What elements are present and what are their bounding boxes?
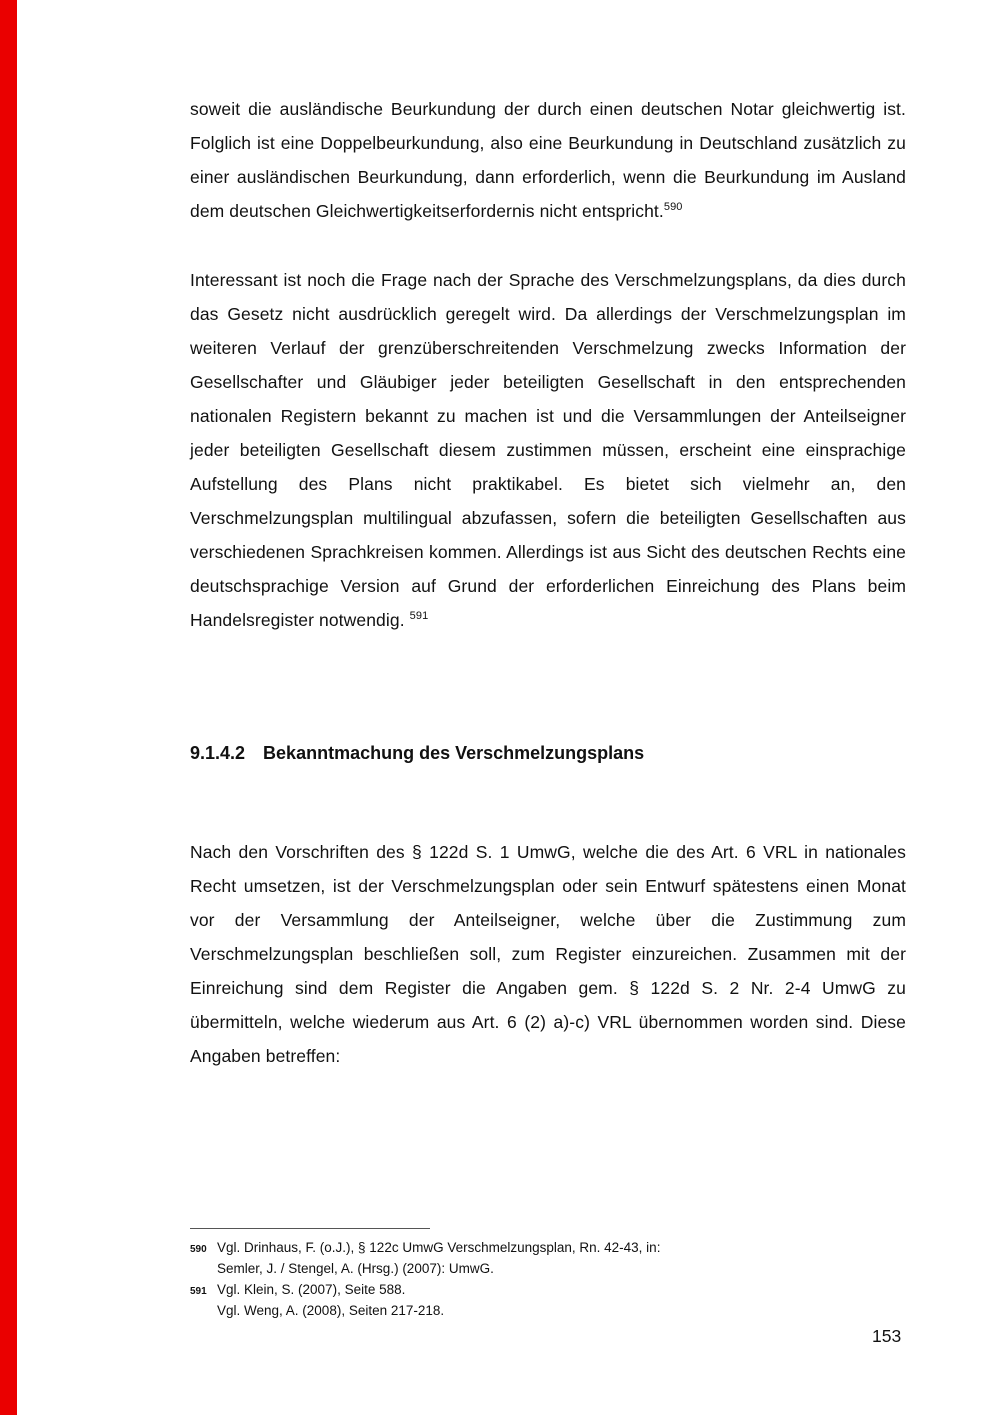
paragraph-beurkundung <box>190 92 906 228</box>
paragraph-sprache <box>190 263 906 637</box>
footnote-line: Vgl. Klein, S. (2007), Seite 588. <box>217 1282 406 1297</box>
section-title: Bekanntmachung des Verschmelzungsplans <box>263 743 645 763</box>
footnote-line: Vgl. Weng, A. (2008), Seiten 217-218. <box>217 1303 445 1318</box>
section-heading <box>190 741 906 765</box>
paragraph-text: soweit die ausländische Beurkundung der durch einen deutschen Notar gleichwertig ist. Folglich ist eine Doppelbeurkundung, also eine Beurkundung in Deutschland zusätzlich zu einer ausländischen Beurkundung, dann erforderlich, wenn die Beurkundung im Ausland dem deutschen Gleichwertigkeitserfordernis nicht entspricht. <box>190 99 906 221</box>
footnote-ref-591: 591 <box>409 610 429 623</box>
footnote-number: 590 <box>190 1244 207 1255</box>
footnote-number: 591 <box>190 1286 207 1297</box>
footnote-590 <box>190 1237 906 1279</box>
footnote-ref-590: 590 <box>663 201 683 214</box>
footnote-line: Semler, J. / Stengel, A. (Hrsg.) (2007): UmwG. <box>217 1261 494 1276</box>
footnote-line: Vgl. Drinhaus, F. (o.J.), § 122c UmwG Verschmelzungsplan, Rn. 42-43, in: <box>217 1240 661 1255</box>
page-number: 153 <box>872 1326 902 1346</box>
paragraph-vorschriften <box>190 835 906 1073</box>
paragraph-text: Nach den Vorschriften des § 122d S. 1 UmwG, welche die des Art. 6 VRL in nationales Recht umsetzen, ist der Verschmelzungsplan oder sein Entwurf spätestens einen Monat vor der Versammlung der Anteilseigner, welche über die Zustimmung zum Verschmelzungsplan beschließen soll, zum Register einzureichen. Zusammen mit der Einreichung sind dem Register die Angaben gem. § 122d S. 2 Nr. 2-4 UmwG zu übermitteln, welche wiederum aus Art. 6 (2) a)-c) VRL übernommen worden sind. Diese Angaben betreffen: <box>190 842 906 1066</box>
footnote-separator <box>190 1228 430 1229</box>
section-number: 9.1.4.2 <box>190 743 246 763</box>
left-accent-bar <box>0 0 17 1415</box>
page-body <box>190 92 906 1073</box>
paragraph-text: Interessant ist noch die Frage nach der Sprache des Verschmelzungsplans, da dies durch das Gesetz nicht ausdrücklich geregelt wird. Da allerdings der Verschmelzungsplan im weiteren Verlauf der grenzüberschreitenden Verschmelzung zwecks Information der Gesellschafter und Gläubiger jeder beteiligten Gesellschaft in den entsprechenden nationalen Registern bekannt zu machen ist und die Versammlungen der Anteilseigner jeder beteiligten Gesellschaft diesem zustimmen müssen, erscheint eine einsprachige Aufstellung des Plans nicht praktikabel. Es bietet sich vielmehr an, den Verschmelzungsplan multilingual abzufassen, sofern die beteiligten Gesellschaften aus verschiedenen Sprachkreisen kommen. Allerdings ist aus Sicht des deutschen Rechts eine deutschsprachige Version auf Grund der erforderlichen Einreichung des Plans beim Handelsregister notwendig. <box>190 270 906 630</box>
footnotes-section <box>190 1228 906 1321</box>
footnote-591 <box>190 1279 906 1321</box>
